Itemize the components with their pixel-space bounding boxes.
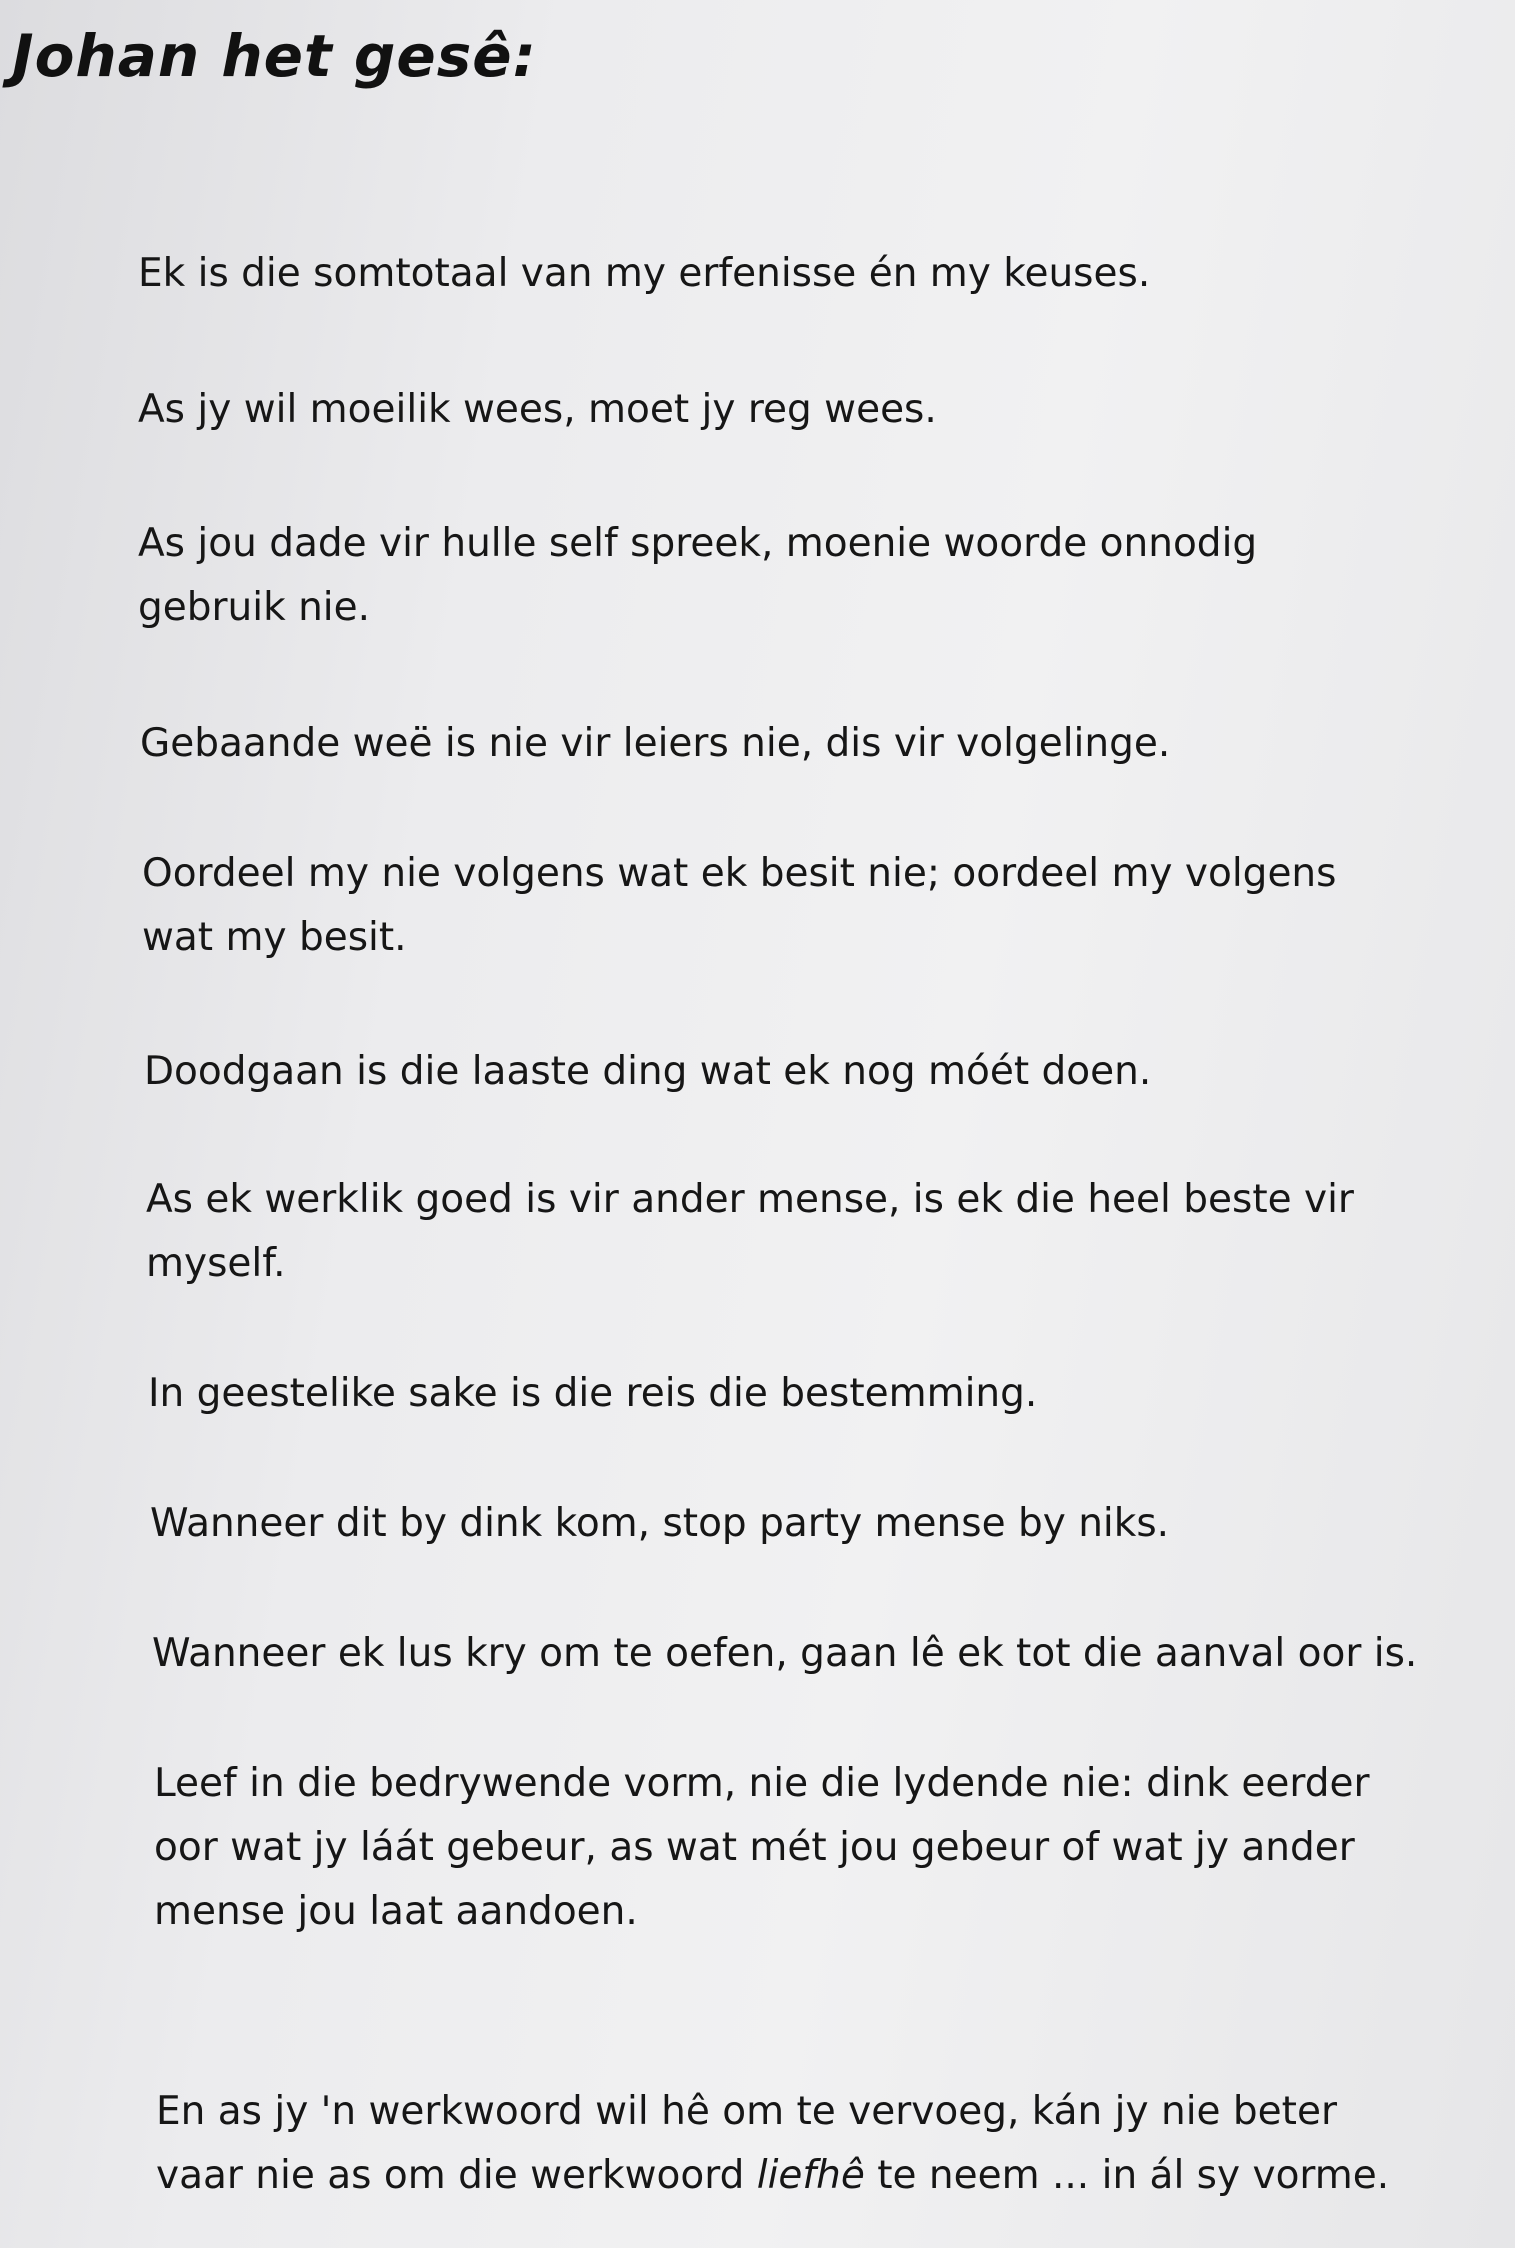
emphasized-word: liefhê [756, 2153, 865, 2198]
saying-line: Ek is die somtotaal van my erfenisse én my keuses. [138, 251, 1151, 296]
saying-line: As jy wil moeilik wees, moet jy reg wees. [138, 387, 937, 432]
saying-2 [138, 378, 937, 442]
saying-10 [152, 1622, 1417, 1686]
saying-line: Wanneer dit by dink kom, stop party mense by niks. [150, 1501, 1170, 1546]
saying-line: oor wat jy láát gebeur, as wat mét jou gebeur of wat jy ander [154, 1825, 1355, 1870]
saying-9 [150, 1492, 1169, 1556]
saying-line: As jou dade vir hulle self spreek, moenie woorde onnodig [138, 521, 1258, 566]
saying-line: In geestelike sake is die reis die bestemming. [148, 1371, 1038, 1416]
saying-line: Wanneer ek lus kry om te oefen, gaan lê ek tot die aanval oor is. [152, 1631, 1418, 1676]
saying-line-segment: te neem ... in ál sy vorme. [864, 2153, 1390, 2198]
saying-3 [138, 512, 1257, 640]
saying-8 [148, 1362, 1037, 1426]
saying-line: Doodgaan is die laaste ding wat ek nog móét doen. [144, 1049, 1152, 1094]
saying-line-segment: vaar nie as om die werkwoord [156, 2153, 757, 2198]
saying-line: wat my besit. [142, 915, 407, 960]
saying-line: As ek werklik goed is vir ander mense, is ek die heel beste vir [146, 1177, 1354, 1222]
saying-line: En as jy 'n werkwoord wil hê om te vervoeg, kán jy nie beter [156, 2089, 1337, 2134]
saying-12 [156, 2080, 1389, 2208]
saying-11 [154, 1752, 1370, 1944]
saying-line: mense jou laat aandoen. [154, 1889, 638, 1934]
page-title: Johan het gesê: [12, 22, 537, 90]
saying-line: Leef in die bedrywende vorm, nie die lydende nie: dink eerder [154, 1761, 1370, 1806]
saying-1 [138, 242, 1150, 306]
saying-line: myself. [146, 1241, 286, 1286]
saying-line: Oordeel my nie volgens wat ek besit nie; oordeel my volgens [142, 851, 1337, 896]
saying-7 [146, 1168, 1354, 1296]
saying-line: Gebaande weë is nie vir leiers nie, dis vir volgelinge. [140, 721, 1171, 766]
saying-5 [142, 842, 1336, 970]
saying-4 [140, 712, 1170, 776]
saying-line: gebruik nie. [138, 585, 371, 630]
saying-6 [144, 1040, 1151, 1104]
